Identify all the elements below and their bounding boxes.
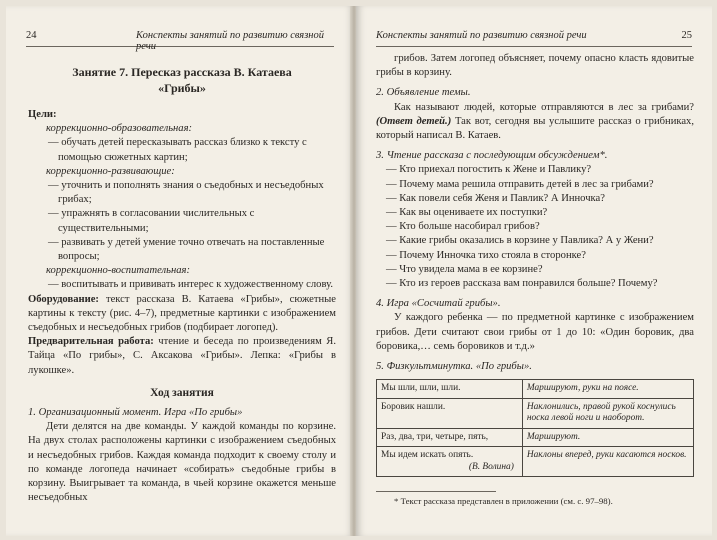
verse-line: Раз, два, три, четыре, пять, [381,431,489,442]
question-item: — Что увидела мама в ее корзине? [386,263,543,275]
course-title: Ход занятия [150,386,214,399]
equipment-label: Оборудование: [28,293,99,305]
left-content [28,58,336,505]
step2-text-a: Как называют людей, которые отправляются в лес за грибами? [394,101,694,113]
verse-author: (В. Волина) [468,461,514,472]
prework-paragraph [28,335,336,378]
left-page [6,6,354,536]
goals-list [28,122,336,292]
table-row [377,380,694,399]
table-row [377,428,694,447]
verse-cell [377,398,523,428]
table-row [377,447,694,477]
goal-item: — уточнить и пополнять знания о съедобных и несъедобных грибах; [48,180,324,206]
running-head [376,30,692,47]
step4-text: У каждого ребенка — по предметной картинке с изображением грибов. Дети считают свои грибы от 1 до 10: «Один боровик, два боровика,… семь боровиков и т.д.» [376,312,694,352]
goal-item: — упражнять в согласовании числительных с существительными; [48,208,255,234]
step2-answer: (Ответ детей.) [376,115,452,127]
question-item: — Как повели себя Женя и Павлик? А Инночка? [386,192,605,204]
movement-cell: Маршируют. [522,428,693,447]
questions-list [376,163,694,291]
footnote: * Текст рассказа представлен в приложении (см. с. 97–98). [394,496,613,507]
lesson-heading-line2: «Грибы» [158,81,206,95]
verse-line: Мы идем искать опять. [381,450,474,461]
running-title: Конспекты занятий по развитию связной речи [376,30,587,41]
goal-group-title: коррекционно-развивающие: [46,165,175,177]
goal-item: — воспитывать и прививать интерес к художественному слову. [48,279,333,291]
lesson-heading-line1: Занятие 7. Пересказ рассказа В. Катаева [72,65,292,79]
equipment-text: текст рассказа В. Катаева «Грибы», сюжетные картины к тексту (рис. 4–7), предметные картинки с изображением съедобных и несъедобных грибов (подбирает логопед). [28,293,336,334]
question-item: — Как вы оцениваете их поступки? [386,207,548,219]
step1-text: Дети делятся на две команды. У каждой команды по корзине. На двух столах расположены картинки с изображением съедобных и несъедобных грибов. Каждая команда подходит к своему столу и по команде логопеда начинает «собирать» съедобные грибы в корзину. Выигрывает та команда, в чьей корзине окажется меньше несъедобных [28,421,336,504]
movement-cell: Наклоны вперед, руки касаются носков. [522,447,693,477]
page-number: 25 [681,30,692,41]
movement-cell: Маршируют, руки на поясе. [522,380,693,399]
running-head [26,30,334,52]
step2-title: 2. Объявление темы. [376,87,471,99]
step2-text-c: Так вот, сегодня вы услышите рассказ о грибниках, который написал В. Катаев. [376,115,694,142]
question-item: — Какие грибы оказались в корзине у Павлика? А у Жени? [386,235,654,247]
question-item: — Кто из героев рассказа вам понравился больше? Почему? [386,278,658,290]
step2-text [376,101,694,144]
prework-text: чтение и беседа по произведениям Я. Тайца «По грибы», С. Аксакова «Грибы». Лепка: «Грибы в лукошке». [28,336,336,376]
page-number: 24 [26,30,37,41]
goal-group-title: коррекционно-образовательная: [46,123,193,135]
right-page [356,6,712,536]
verse-line: Боровик нашли. [381,401,446,412]
goal-item: — обучать детей пересказывать рассказ близко к тексту с помощью сюжетных картин; [48,137,307,163]
verse-cell [377,428,523,447]
goals-label: Цели: [28,109,57,120]
verse-cell [377,380,523,399]
table-row [377,398,694,428]
right-content [376,52,694,508]
movement-cell: Наклонились, правой рукой коснулись носка левой ноги и наоборот. [522,398,693,428]
equipment-paragraph [28,293,336,336]
question-item: — Почему Инночка тихо стояла в сторонке? [386,249,586,261]
lesson-heading [28,64,336,96]
verse-line: Мы шли, шли, шли. [381,383,461,394]
goal-item: — развивать у детей умение точно отвечать на поставленные вопросы; [48,236,325,263]
prework-label: Предварительная работа: [28,336,154,348]
goal-group-title: коррекционно-воспитательная: [46,265,190,277]
running-title: Конспекты занятий по развитию связной речи [136,30,324,52]
verse-cell [377,447,523,477]
question-item: — Кто приехал погостить к Жене и Павлику? [386,164,592,176]
footnote-rule [376,491,496,492]
question-item: — Почему мама решила отправить детей в лес за грибами? [386,178,654,190]
step1-title: 1. Организационный момент. Игра «По грибы» [28,407,243,419]
step3-title: 3. Чтение рассказа с последующим обсуждением*. [376,150,608,162]
exercise-table [376,379,694,477]
step5-title: 5. Физкультминутка. «По грибы». [376,361,532,373]
step4-title: 4. Игра «Сосчитай грибы». [376,298,501,310]
continuation-text: грибов. Затем логопед объясняет, почему опасно класть ядовитые грибы в корзину. [376,53,694,79]
question-item: — Кто больше насобирал грибов? [386,221,540,233]
